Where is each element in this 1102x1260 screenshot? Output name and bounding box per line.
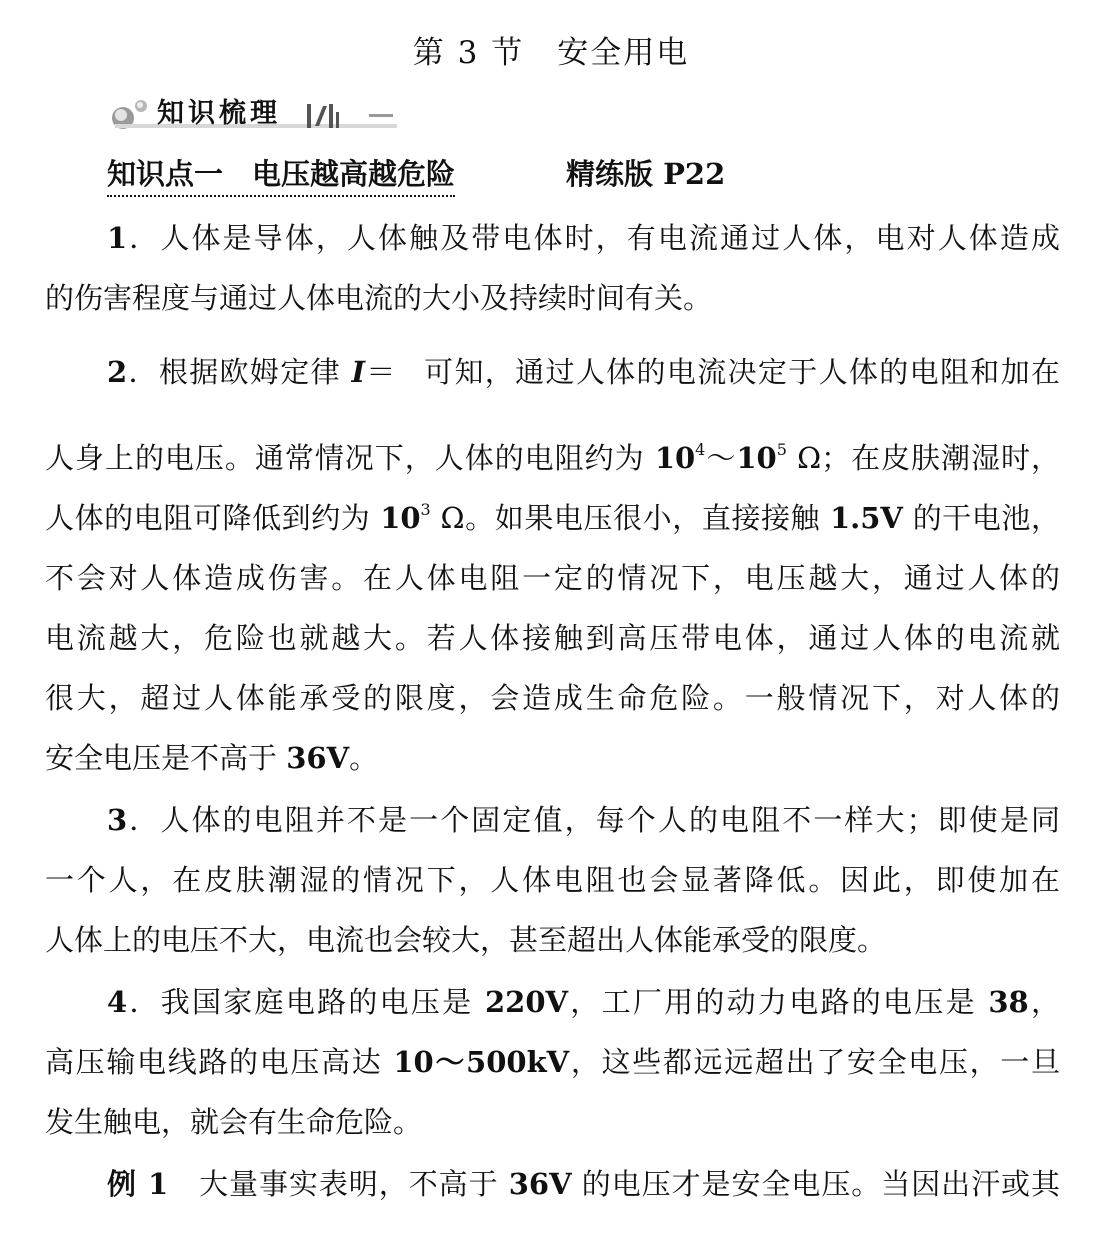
formula-variable: I [351,355,366,389]
paragraph-3-line-3: 人体上的电压不大，电流也会较大，甚至超出人体能承受的限度。 [45,923,887,957]
example-1-line-1: 例 1 大量事实表明，不高于 36V 的电压才是安全电压。当因出汗或其 [107,1167,1060,1201]
paragraph-3-line-2: 一个人，在皮肤潮湿的情况下，人体电阻也会显著降低。因此，即使加在 [45,863,1060,897]
paragraph-2-line-2: 人身上的电压。通常情况下，人体的电阻约为 $10^4\sim 10^5$ Ω；在皮肤潮湿时， [45,440,1060,475]
knowledge-point-heading: 知识点一 电压越高越危险 [107,154,455,197]
section-title: 第 3 节 安全用电 [412,35,690,71]
paragraph-2-line-6: 很大，超过人体能承受的限度，会造成生命危险。一般情况下，对人体的 [45,681,1060,715]
knowledge-summary-banner [107,94,397,138]
paragraph-4-line-2: 高压输电线路的电压高达 10～500kV，这些都远远超出了安全电压，一旦 [45,1045,1060,1079]
banner-label: 知识梳理 [157,98,281,129]
item-number: 4 [107,985,128,1019]
item-number: 3 [107,803,128,837]
paragraph-4-line-3: 发生触电，就会有生命危险。 [45,1105,423,1139]
example-label: 例 1 [107,1167,169,1201]
paragraph-4-line-1: 4．我国家庭电路的电压是 220V，工厂用的动力电路的电压是 38， [107,985,1060,1019]
paragraph-2-line-4: 不会对人体造成伤害。在人体电阻一定的情况下，电压越大，通过人体的 [45,561,1060,595]
paragraph-1-line-1: 1．人体是导体，人体触及带电体时，有电流通过人体，电对人体造成 [107,221,1060,255]
paragraph-3-line-1: 3．人体的电阻并不是一个固定值，每个人的电阻不一样大；即使是同 [107,803,1060,837]
item-number: 1 [107,221,128,255]
item-number: 2 [107,355,128,389]
practice-reference: 精练版 P22 [566,157,726,191]
paragraph-2-line-1: 2．根据欧姆定律 I＝ 可知，通过人体的电流决定于人体的电阻和加在 [107,355,1060,389]
paragraph-2-line-5: 电流越大，危险也就越大。若人体接触到高压带电体，通过人体的电流就 [45,621,1060,655]
paragraph-1-line-2: 的伤害程度与通过人体电流的大小及持续时间有关。 [45,281,713,315]
paragraph-2-line-3: 人体的电阻可降低到约为 $10^3$ Ω。如果电压很小，直接接触 1.5V 的干电池， [45,500,1061,535]
paragraph-2-line-7: 安全电压是不高于 36V。 [45,741,379,775]
